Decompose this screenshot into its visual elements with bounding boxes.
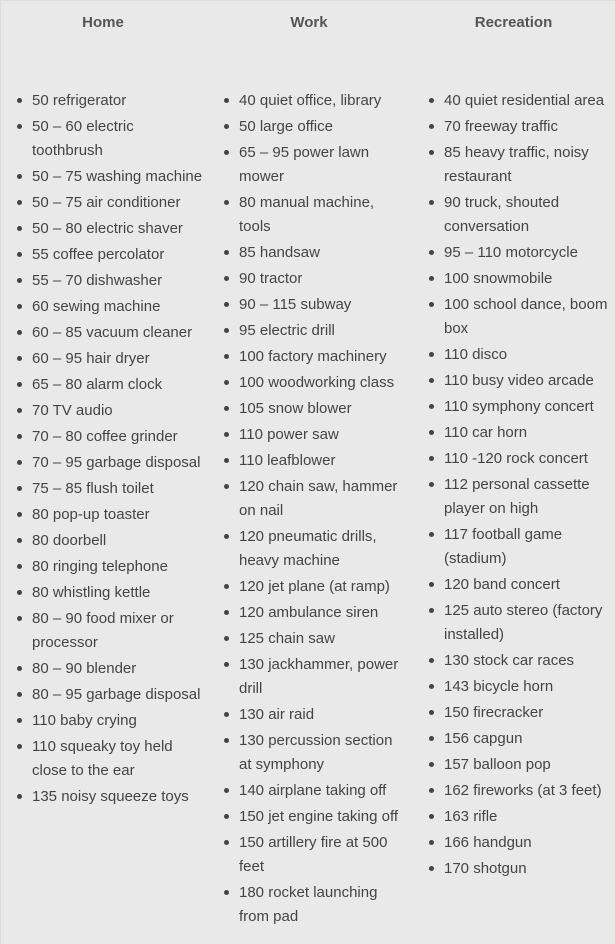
list-item: 55 coffee percolator — [15, 243, 205, 267]
list-item: 110 car horn — [427, 421, 613, 445]
list-item: 80 pop-up toaster — [15, 503, 205, 527]
list-item: 80 – 90 blender — [15, 657, 205, 681]
list-item: 100 school dance, boom box — [427, 293, 613, 341]
list-item: 110 power saw — [222, 423, 408, 447]
list-item: 105 snow blower — [222, 397, 408, 421]
list-item: 120 pneumatic drills, heavy machine — [222, 525, 408, 573]
list-item: 90 – 115 subway — [222, 293, 408, 317]
list-item: 55 – 70 dishwasher — [15, 269, 205, 293]
list-item: 135 noisy squeeze toys — [15, 785, 205, 809]
list-item: 50 – 60 electric toothbrush — [15, 115, 205, 163]
list-item: 130 air raid — [222, 703, 408, 727]
list-item: 80 whistling kettle — [15, 581, 205, 605]
list-item: 70 TV audio — [15, 399, 205, 423]
list-item: 60 sewing machine — [15, 295, 205, 319]
list-item: 70 – 95 garbage disposal — [15, 451, 205, 475]
list-item: 40 quiet office, library — [222, 89, 408, 113]
list-item: 143 bicycle horn — [427, 675, 613, 699]
list-item: 80 doorbell — [15, 529, 205, 553]
list-item: 117 football game (stadium) — [427, 523, 613, 571]
list-item: 50 refrigerator — [15, 89, 205, 113]
list-item: 60 – 95 hair dryer — [15, 347, 205, 371]
list-item: 50 – 80 electric shaver — [15, 217, 205, 241]
list-item: 100 woodworking class — [222, 371, 408, 395]
list-item: 120 chain saw, hammer on nail — [222, 475, 408, 523]
recreation-column-header: Recreation — [474, 14, 553, 31]
list-item: 80 ringing telephone — [15, 555, 205, 579]
list-item: 150 artillery fire at 500 feet — [222, 831, 408, 879]
list-item: 50 – 75 air conditioner — [15, 191, 205, 215]
list-item: 120 jet plane (at ramp) — [222, 575, 408, 599]
list-item: 162 fireworks (at 3 feet) — [427, 779, 613, 803]
list-item: 80 – 95 garbage disposal — [15, 683, 205, 707]
list-item: 170 shotgun — [427, 857, 613, 881]
work-noise-list — [222, 89, 408, 931]
list-item: 95 – 110 motorcycle — [427, 241, 613, 265]
list-item: 85 handsaw — [222, 241, 408, 265]
list-item: 157 balloon pop — [427, 753, 613, 777]
list-item: 65 – 80 alarm clock — [15, 373, 205, 397]
list-item: 90 truck, shouted conversation — [427, 191, 613, 239]
list-item: 163 rifle — [427, 805, 613, 829]
list-item: 65 – 95 power lawn mower — [222, 141, 408, 189]
list-item: 110 leafblower — [222, 449, 408, 473]
home-noise-list — [15, 89, 205, 811]
list-item: 100 snowmobile — [427, 267, 613, 291]
list-item: 156 capgun — [427, 727, 613, 751]
list-item: 130 stock car races — [427, 649, 613, 673]
list-item: 150 jet engine taking off — [222, 805, 408, 829]
list-item: 140 airplane taking off — [222, 779, 408, 803]
list-item: 70 – 80 coffee grinder — [15, 425, 205, 449]
list-item: 110 disco — [427, 343, 613, 367]
list-item: 75 – 85 flush toilet — [15, 477, 205, 501]
list-item: 110 baby crying — [15, 709, 205, 733]
list-item: 85 heavy traffic, noisy restaurant — [427, 141, 613, 189]
list-item: 80 manual machine, tools — [222, 191, 408, 239]
list-item: 70 freeway traffic — [427, 115, 613, 139]
home-column-header: Home — [82, 14, 124, 31]
list-item: 80 – 90 food mixer or processor — [15, 607, 205, 655]
list-item: 150 firecracker — [427, 701, 613, 725]
list-item: 50 large office — [222, 115, 408, 139]
list-item: 110 busy video arcade — [427, 369, 613, 393]
list-item: 125 chain saw — [222, 627, 408, 651]
list-item: 125 auto stereo (factory installed) — [427, 599, 613, 647]
list-item: 110 squeaky toy held close to the ear — [15, 735, 205, 783]
list-item: 180 rocket launching from pad — [222, 881, 408, 929]
list-item: 120 band concert — [427, 573, 613, 597]
list-item: 120 ambulance siren — [222, 601, 408, 625]
list-item: 112 personal cassette player on high — [427, 473, 613, 521]
list-item: 130 jackhammer, power drill — [222, 653, 408, 701]
list-item: 90 tractor — [222, 267, 408, 291]
list-item: 95 electric drill — [222, 319, 408, 343]
list-item: 60 – 85 vacuum cleaner — [15, 321, 205, 345]
list-item: 40 quiet residential area — [427, 89, 613, 113]
list-item: 110 -120 rock concert — [427, 447, 613, 471]
work-column-header: Work — [290, 14, 328, 31]
recreation-noise-list — [427, 89, 613, 883]
list-item: 110 symphony concert — [427, 395, 613, 419]
list-item: 130 percussion section at symphony — [222, 729, 408, 777]
list-item: 50 – 75 washing machine — [15, 165, 205, 189]
list-item: 166 handgun — [427, 831, 613, 855]
list-item: 100 factory machinery — [222, 345, 408, 369]
